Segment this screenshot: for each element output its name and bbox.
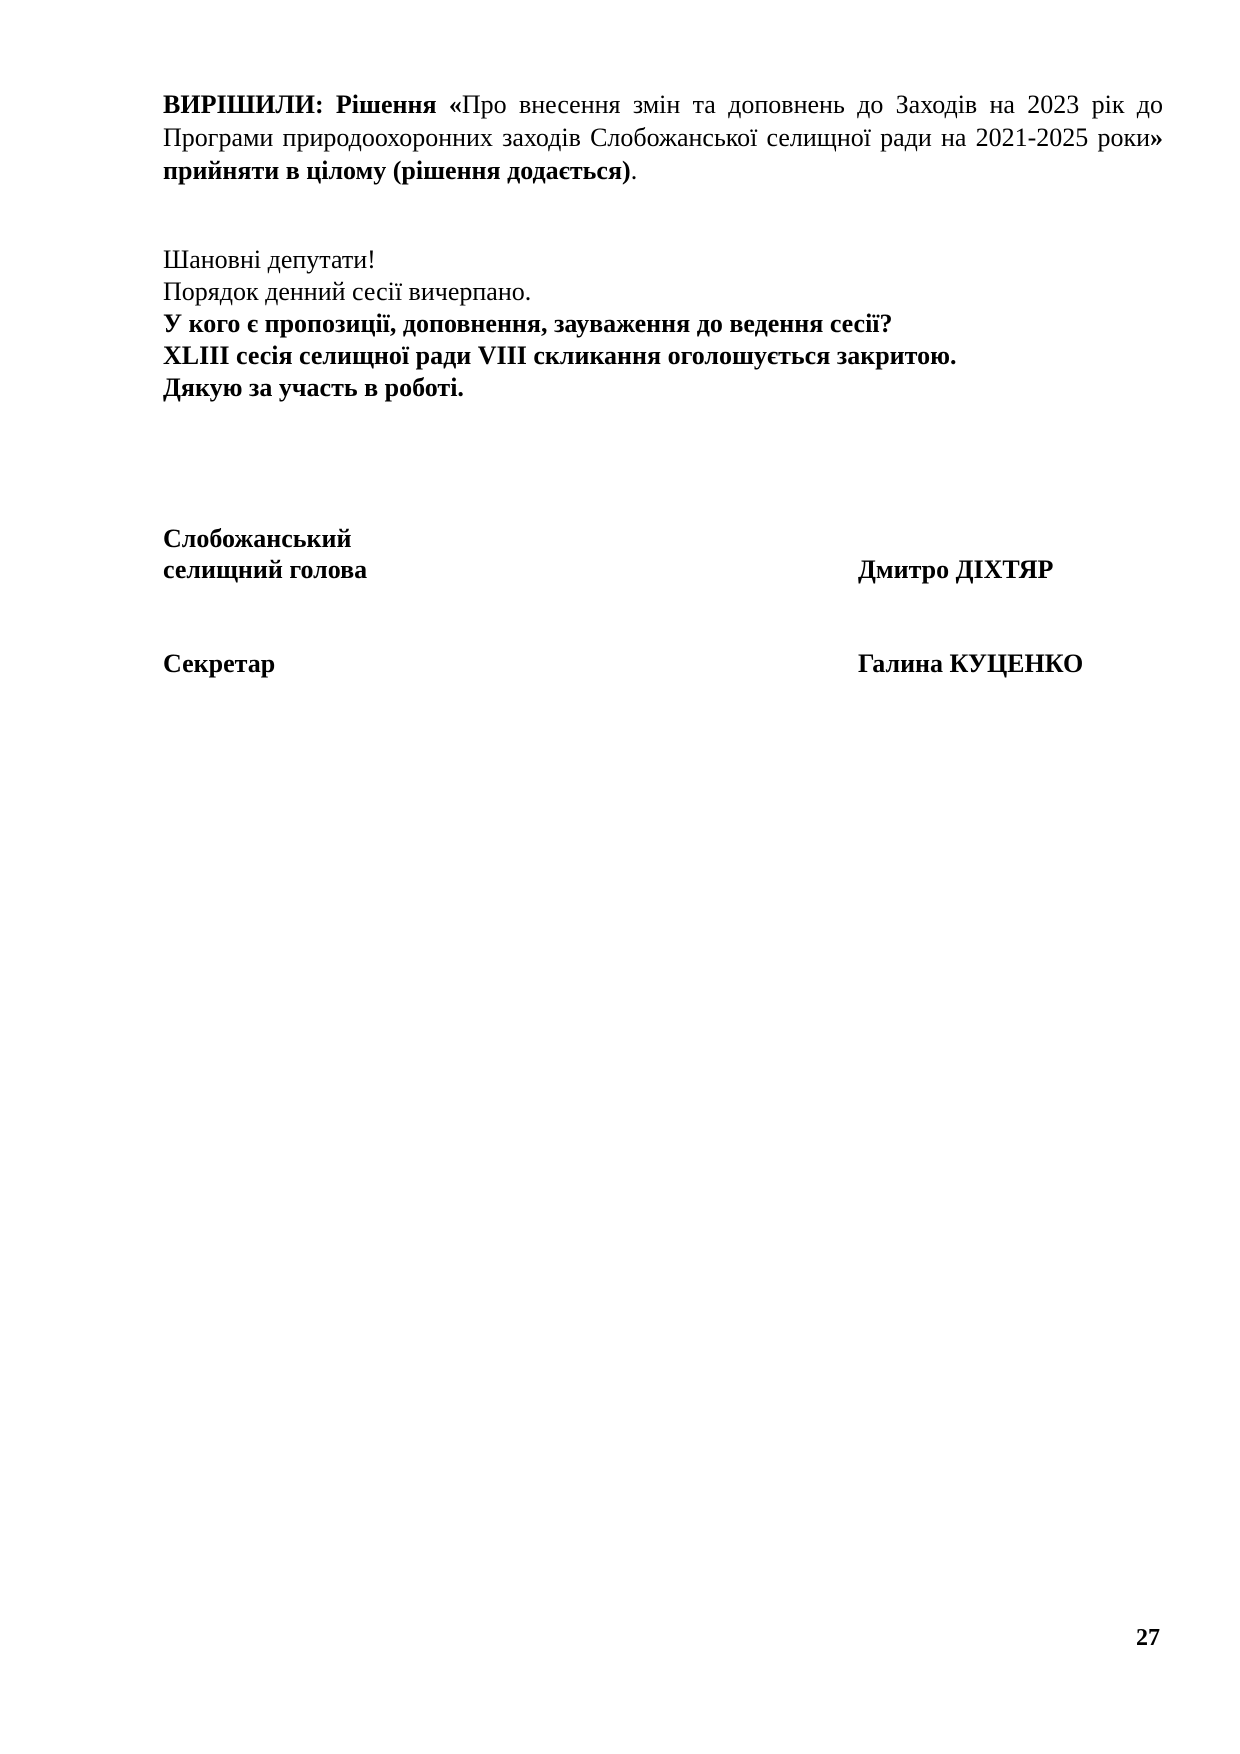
resolution-outcome: прийняти в цілому (рішення додається): [163, 156, 631, 185]
resolution-label: ВИРІШИЛИ:: [163, 90, 324, 119]
head-title-line1: Слобожанський: [163, 524, 352, 553]
resolution-paragraph: [163, 88, 1163, 187]
secretary-title: Секретар: [163, 649, 276, 678]
closing-remarks: [163, 244, 1163, 404]
resolution-closing-quote: »: [1150, 123, 1163, 152]
closing-line-thanks: Дякую за участь в роботі.: [163, 373, 464, 402]
resolution-end-period: .: [630, 156, 638, 185]
head-name: Дмитро ДІХТЯР: [858, 555, 1054, 584]
head-title-line2: селищний голова: [163, 555, 368, 584]
closing-line-session-closed: XLIII сесія селищної ради VIII скликання оголошується закритою.: [163, 341, 957, 370]
closing-line-question: У кого є пропозиції, доповнення, зауваження до ведення сесії?: [163, 309, 893, 338]
page-number: 27: [1136, 1625, 1160, 1651]
resolution-title: Про внесення змін та доповнень до Заходів на 2023 рік до Програми природоохоронних заходів Слобожанської селищної ради на 2021-2025 роки: [163, 90, 1163, 152]
closing-line-greeting: Шановні депутати!: [163, 245, 376, 274]
resolution-decision-word: Рішення «: [335, 90, 462, 119]
secretary-name: Галина КУЦЕНКО: [858, 649, 1084, 678]
closing-line-agenda: Порядок денний сесії вичерпано.: [163, 277, 532, 306]
